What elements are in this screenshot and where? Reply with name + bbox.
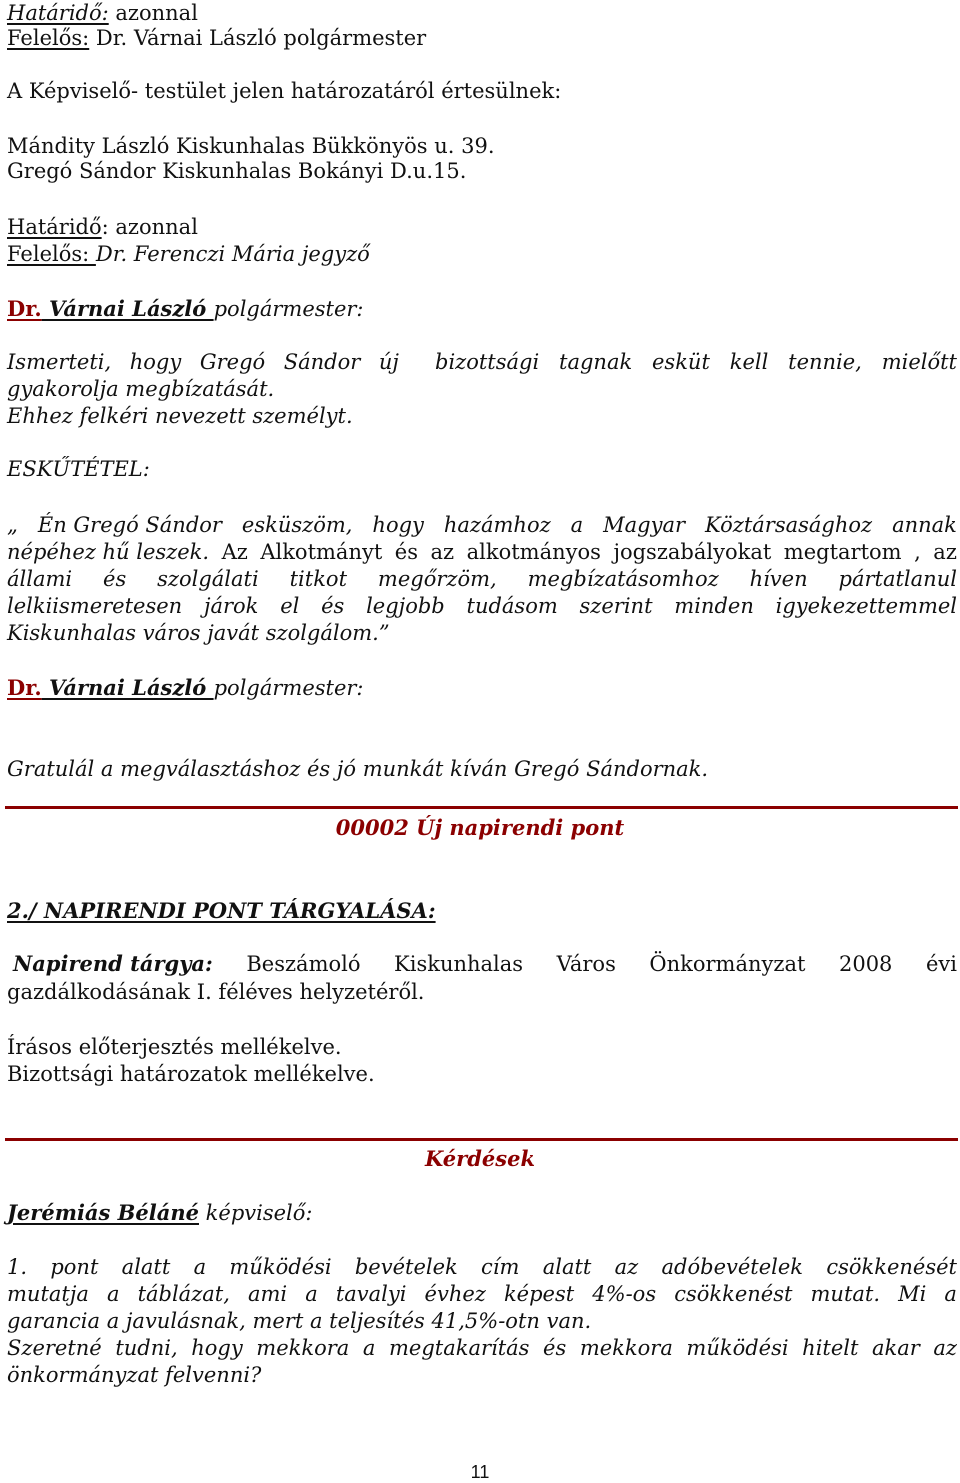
oath-word: állami bbox=[7, 567, 73, 591]
statement-line-1 bbox=[7, 349, 957, 375]
section-divider bbox=[5, 1138, 958, 1141]
speaker-role: polgármester: bbox=[213, 676, 364, 700]
question-word: a bbox=[362, 1336, 376, 1360]
statement-word: mielőtt bbox=[881, 350, 957, 374]
oath-line-2 bbox=[7, 539, 957, 565]
oath-heading: ESKŰTÉTEL: bbox=[7, 457, 150, 481]
responsible-label: Felelős: bbox=[7, 26, 90, 50]
agenda-heading: 2./ NAPIRENDI PONT TÁRGYALÁSA: bbox=[7, 898, 436, 923]
speaker-name: Jerémiás Béláné bbox=[7, 1200, 199, 1225]
oath-word: el bbox=[280, 594, 300, 618]
oath-word: megőrzöm, bbox=[377, 567, 497, 591]
question-line-2 bbox=[7, 1281, 957, 1307]
deadline-label: Határidő: bbox=[7, 1, 109, 25]
responsible-label: Felelős: bbox=[7, 242, 96, 266]
question-word: a bbox=[193, 1255, 207, 1279]
question-word: képest bbox=[503, 1282, 575, 1306]
oath-word: pártatlanul bbox=[838, 567, 957, 591]
oath-word: Én Gregó Sándor bbox=[37, 513, 222, 537]
notify-recipient-1: Mándity László Kiskunhalas Bükkönyös u. 39. bbox=[7, 134, 495, 158]
statement-word: esküt bbox=[652, 350, 710, 374]
oath-line-1 bbox=[7, 512, 957, 538]
question-word: hogy bbox=[191, 1336, 243, 1360]
speaker-name: Várnai László bbox=[41, 296, 214, 321]
question-word: mekkora bbox=[256, 1336, 350, 1360]
page-number: 11 bbox=[470, 1462, 490, 1482]
question-word: 1. bbox=[7, 1255, 28, 1279]
oath-word: hogy bbox=[372, 513, 424, 537]
oath-word: az bbox=[933, 540, 957, 564]
question-word: adóbevételek bbox=[661, 1255, 804, 1279]
question-word: a bbox=[305, 1282, 318, 1306]
agenda-topic-word: Város bbox=[556, 952, 616, 976]
question-word: ami bbox=[247, 1282, 288, 1306]
oath-word: a bbox=[570, 513, 584, 537]
question-word: Szeretné bbox=[7, 1336, 102, 1360]
oath-word: és bbox=[103, 567, 127, 591]
responsible-value: Dr. Várnai László polgármester bbox=[89, 26, 427, 50]
agenda-topic-word: Önkormányzat bbox=[649, 952, 806, 976]
oath-line-4 bbox=[7, 593, 957, 619]
oath-word: „ bbox=[7, 513, 18, 537]
speaker-role: polgármester: bbox=[213, 297, 364, 321]
question-word: működési bbox=[686, 1336, 789, 1360]
oath-word: alkotmányos bbox=[466, 540, 601, 564]
notify-intro: A Képviselő- testület jelen határozatáról értesülnek: bbox=[7, 79, 562, 103]
responsible-line-2 bbox=[7, 241, 370, 267]
oath-word: esküszöm, bbox=[241, 513, 353, 537]
question-word: mutat. bbox=[810, 1282, 881, 1306]
question-line-3: garancia a javulásnak, mert a teljesítés 41,5%-otn van. bbox=[7, 1309, 592, 1333]
oath-word: legjobb bbox=[366, 594, 445, 618]
question-word: hitelt bbox=[802, 1336, 859, 1360]
question-word: megtakarítás bbox=[388, 1336, 530, 1360]
oath-word: Köztársasághoz bbox=[704, 513, 873, 537]
agenda-topic-word: Beszámoló bbox=[246, 952, 361, 976]
section-divider bbox=[5, 806, 958, 809]
oath-line-2-italic: népéhez hű leszek. bbox=[7, 540, 210, 564]
question-word: cím bbox=[481, 1255, 520, 1279]
oath-word: megbízatásomhoz bbox=[527, 567, 719, 591]
question-word: pont bbox=[50, 1255, 99, 1279]
oath-word: szolgálati bbox=[157, 567, 259, 591]
deadline-value: azonnal bbox=[108, 1, 198, 25]
oath-line-5: Kiskunhalas város javát szolgálom.” bbox=[7, 621, 390, 645]
statement-word: kell bbox=[729, 350, 769, 374]
responsible-value: Dr. Ferenczi Mária jegyző bbox=[95, 242, 370, 266]
statement-word: hogy bbox=[129, 350, 182, 374]
statement-word: Ismerteti, bbox=[7, 350, 112, 374]
oath-word: és bbox=[394, 540, 419, 564]
question-line-4 bbox=[7, 1335, 957, 1361]
deadline-value: : azonnal bbox=[101, 215, 198, 239]
committee-resolutions-note: Bizottsági határozatok mellékelve. bbox=[7, 1062, 375, 1086]
oath-word: Magyar bbox=[603, 513, 686, 537]
question-line-1 bbox=[7, 1254, 957, 1280]
congratulation-text: Gratulál a megválasztáshoz és jó munkát kíván Gregó Sándornak. bbox=[7, 757, 709, 781]
statement-word: Gregó bbox=[199, 350, 266, 374]
agenda-topic-line-1 bbox=[7, 951, 957, 977]
statement-line-3: Ehhez felkéri nevezett személyt. bbox=[7, 404, 353, 428]
speaker-title: Dr. bbox=[7, 675, 42, 700]
oath-word: annak bbox=[892, 513, 957, 537]
question-word: az bbox=[933, 1336, 957, 1360]
oath-word: híven bbox=[749, 567, 808, 591]
question-word: tudni, bbox=[115, 1336, 178, 1360]
question-word: csökkenést bbox=[674, 1282, 793, 1306]
oath-word: titkot bbox=[289, 567, 348, 591]
statement-line-2: gyakorolja megbízatását. bbox=[7, 377, 275, 401]
question-word: csökkenését bbox=[826, 1255, 957, 1279]
agenda-topic-word: évi bbox=[925, 952, 957, 976]
oath-word: , bbox=[914, 540, 921, 564]
deadline-label: Határidő bbox=[7, 215, 102, 239]
oath-word: járok bbox=[203, 594, 259, 618]
oath-word: hazámhoz bbox=[443, 513, 551, 537]
responsible-line-1 bbox=[7, 25, 426, 51]
oath-word: lelkiismeretesen bbox=[7, 594, 183, 618]
question-word: akar bbox=[872, 1336, 920, 1360]
oath-word: és bbox=[321, 594, 345, 618]
oath-word: szerint bbox=[579, 594, 653, 618]
speaker-name: Várnai László bbox=[41, 675, 214, 700]
question-line-5: önkormányzat felvenni? bbox=[7, 1363, 262, 1387]
oath-word: megtartom bbox=[783, 540, 902, 564]
statement-word: bizottsági bbox=[435, 350, 540, 374]
speaker-title: Dr. bbox=[7, 296, 42, 321]
speaker-heading-2 bbox=[7, 675, 364, 701]
agenda-topic-line-2: gazdálkodásának I. féléves helyzetéről. bbox=[7, 980, 425, 1004]
agenda-topic-label: Napirend tárgya: bbox=[13, 951, 213, 976]
statement-word: Sándor bbox=[283, 350, 361, 374]
speaker-role: képviselő: bbox=[198, 1201, 313, 1225]
question-word: táblázat, bbox=[137, 1282, 230, 1306]
questions-title: Kérdések bbox=[425, 1146, 535, 1171]
question-word: mekkora bbox=[579, 1336, 673, 1360]
oath-word: minden bbox=[674, 594, 754, 618]
statement-word: új bbox=[378, 350, 399, 374]
question-word: 4%-os bbox=[592, 1282, 657, 1306]
question-word: Mi bbox=[898, 1282, 927, 1306]
oath-word: Alkotmányt bbox=[260, 540, 383, 564]
agenda-topic-word: Kiskunhalas bbox=[394, 952, 524, 976]
speaker-heading-3 bbox=[7, 1200, 312, 1226]
question-word: bevételek bbox=[354, 1255, 458, 1279]
speaker-heading-1 bbox=[7, 296, 364, 322]
oath-word: tudásom bbox=[466, 594, 558, 618]
question-word: alatt bbox=[121, 1255, 171, 1279]
question-word: mutatja bbox=[7, 1282, 89, 1306]
question-word: a bbox=[106, 1282, 120, 1306]
agenda-topic-word: 2008 bbox=[838, 952, 893, 976]
deadline-line-1 bbox=[7, 0, 198, 26]
oath-line-3 bbox=[7, 566, 957, 592]
statement-word: tennie, bbox=[788, 350, 862, 374]
deadline-line-2 bbox=[7, 214, 198, 240]
oath-word: az bbox=[430, 540, 455, 564]
question-word: tavalyi bbox=[335, 1282, 407, 1306]
question-word: a bbox=[944, 1282, 957, 1306]
notify-recipient-2: Gregó Sándor Kiskunhalas Bokányi D.u.15. bbox=[7, 159, 467, 183]
question-word: az bbox=[614, 1255, 639, 1279]
written-proposal-note: Írásos előterjesztés mellékelve. bbox=[7, 1035, 342, 1059]
question-word: működési bbox=[229, 1255, 332, 1279]
oath-word: jogszabályokat bbox=[613, 540, 772, 564]
oath-word: Az bbox=[221, 540, 248, 564]
question-word: és bbox=[543, 1336, 567, 1360]
statement-word: tagnak bbox=[559, 350, 633, 374]
question-word: alatt bbox=[542, 1255, 592, 1279]
question-word: évhez bbox=[424, 1282, 486, 1306]
oath-word: igyekezettemmel bbox=[775, 594, 957, 618]
section-title: 00002 Új napirendi pont bbox=[335, 815, 625, 840]
